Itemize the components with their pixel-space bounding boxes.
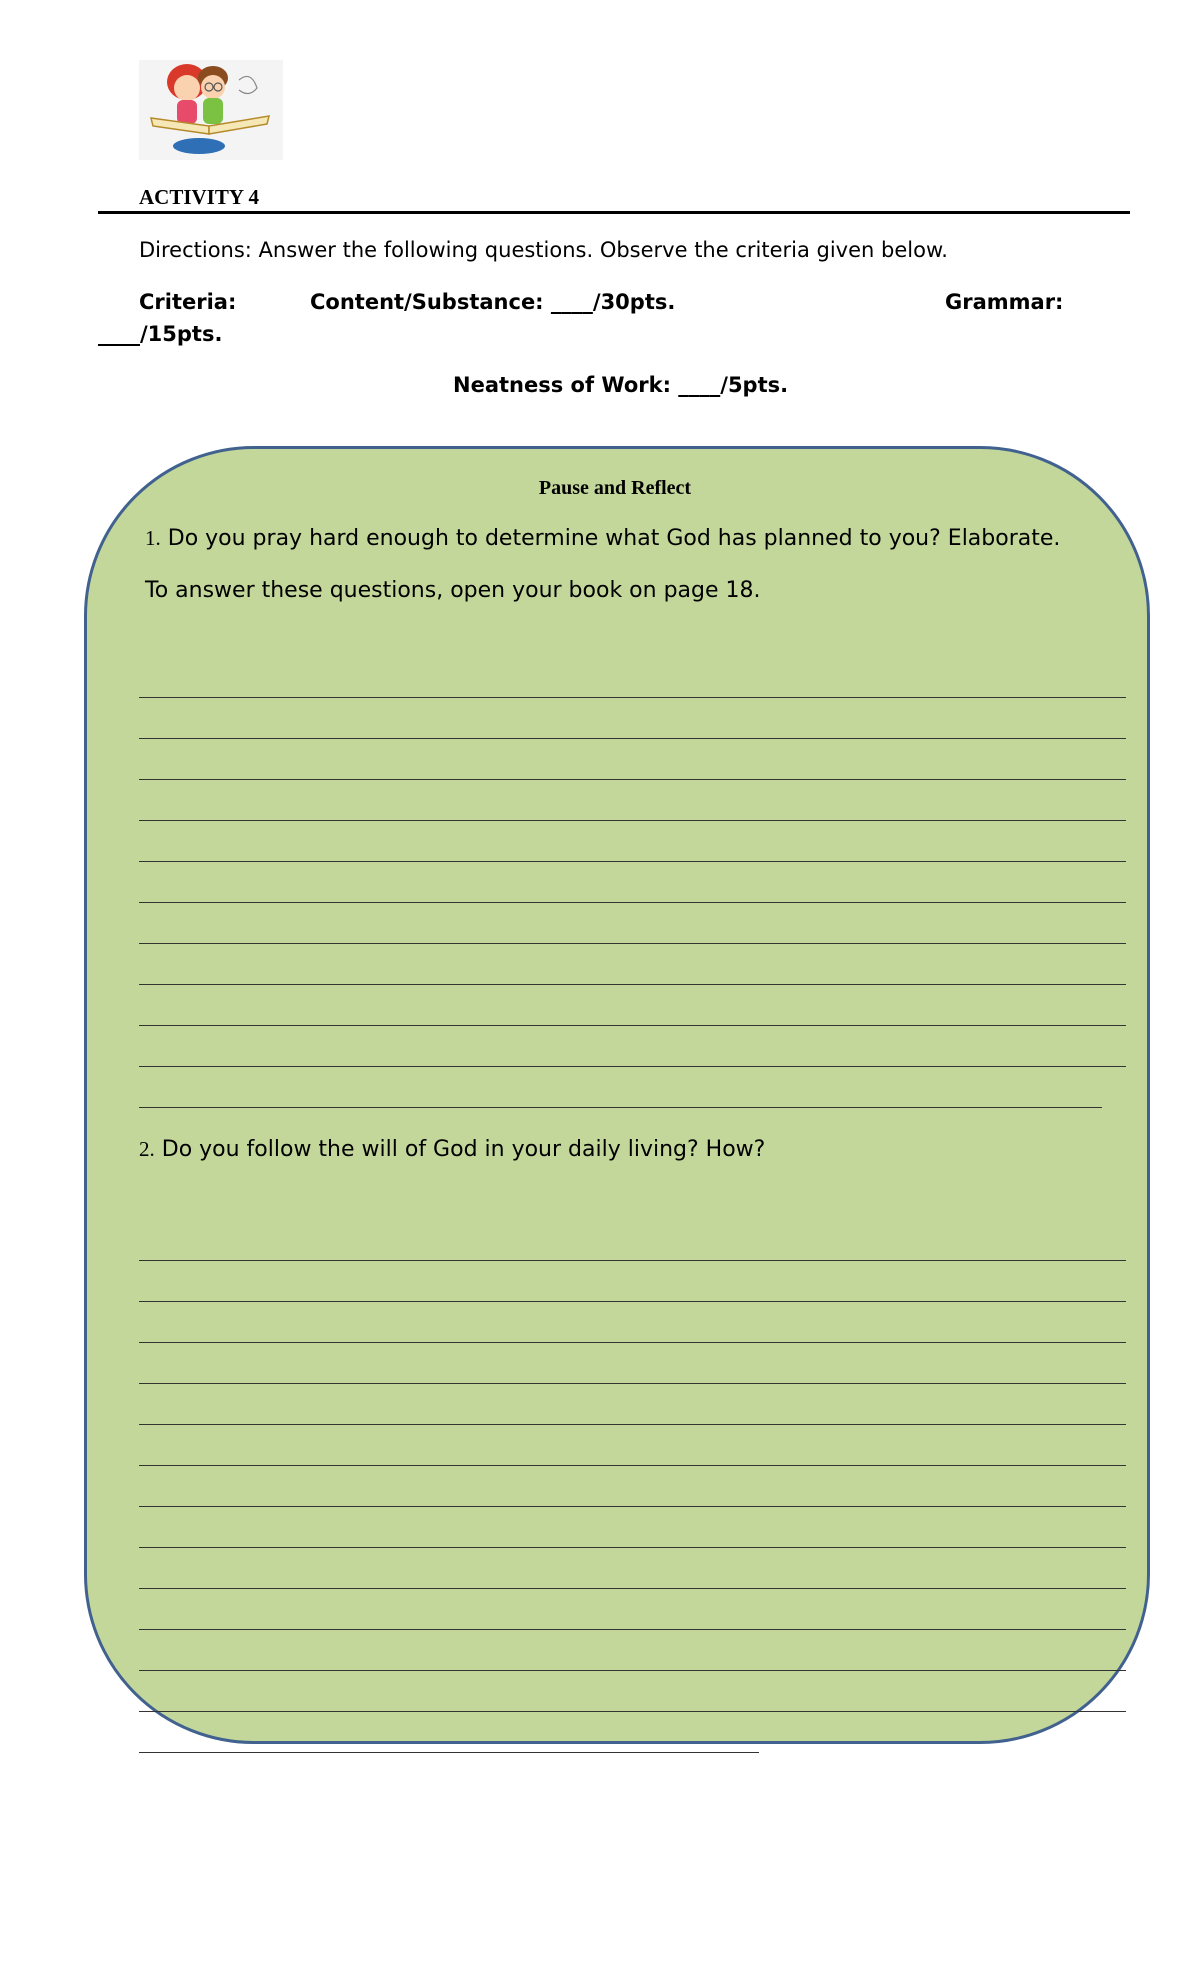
answer-line[interactable]	[139, 943, 1126, 944]
panel-title: Pause and Reflect	[538, 477, 692, 499]
question-1-note: To answer these questions, open your book on page 18.	[145, 578, 761, 603]
answer-line[interactable]	[139, 1465, 1126, 1466]
children-reading-book-icon	[139, 60, 283, 160]
question-1-number: 1.	[145, 526, 161, 550]
reflection-panel	[84, 446, 1150, 1744]
criteria-label: Criteria:	[139, 290, 237, 314]
answer-line[interactable]	[139, 984, 1126, 985]
answer-line[interactable]	[139, 779, 1126, 780]
activity-title: ACTIVITY 4	[139, 185, 259, 209]
directions-text: Directions: Answer the following questions. Observe the criteria given below.	[139, 238, 948, 262]
answer-line[interactable]	[139, 861, 1126, 862]
criteria-grammar-label: Grammar:	[945, 290, 1064, 314]
question-2-number: 2.	[139, 1137, 155, 1161]
question-1-text: Do you pray hard enough to determine what God has planned to you? Elaborate.	[167, 526, 1061, 551]
answer-line[interactable]	[139, 697, 1126, 698]
answer-line[interactable]	[139, 1424, 1126, 1425]
answer-line[interactable]	[139, 1383, 1126, 1384]
answer-line[interactable]	[139, 1547, 1126, 1548]
question-2-text: Do you follow the will of God in your daily living? How?	[161, 1137, 766, 1162]
answer-line[interactable]	[139, 1025, 1126, 1026]
answer-line[interactable]	[139, 1342, 1126, 1343]
answer-line[interactable]	[139, 1506, 1126, 1507]
answer-line[interactable]	[139, 1260, 1126, 1261]
question-1	[145, 526, 1060, 551]
answer-line[interactable]	[139, 1752, 759, 1753]
answer-line[interactable]	[139, 738, 1126, 739]
question-2	[139, 1137, 765, 1162]
answer-line[interactable]	[139, 820, 1126, 821]
title-divider	[98, 211, 1130, 214]
answer-line[interactable]	[139, 1670, 1126, 1671]
criteria-neatness: Neatness of Work: ____/5pts.	[453, 373, 789, 397]
answer-line[interactable]	[139, 1301, 1126, 1302]
answer-line[interactable]	[139, 1107, 1102, 1108]
answer-line[interactable]	[139, 1066, 1126, 1067]
criteria-content-substance: Content/Substance: ____/30pts.	[310, 290, 676, 314]
answer-line[interactable]	[139, 1711, 1126, 1712]
answer-line[interactable]	[139, 1629, 1126, 1630]
answer-line[interactable]	[139, 1588, 1126, 1589]
criteria-grammar-score: ____/15pts.	[98, 322, 223, 346]
answer-line[interactable]	[139, 902, 1126, 903]
